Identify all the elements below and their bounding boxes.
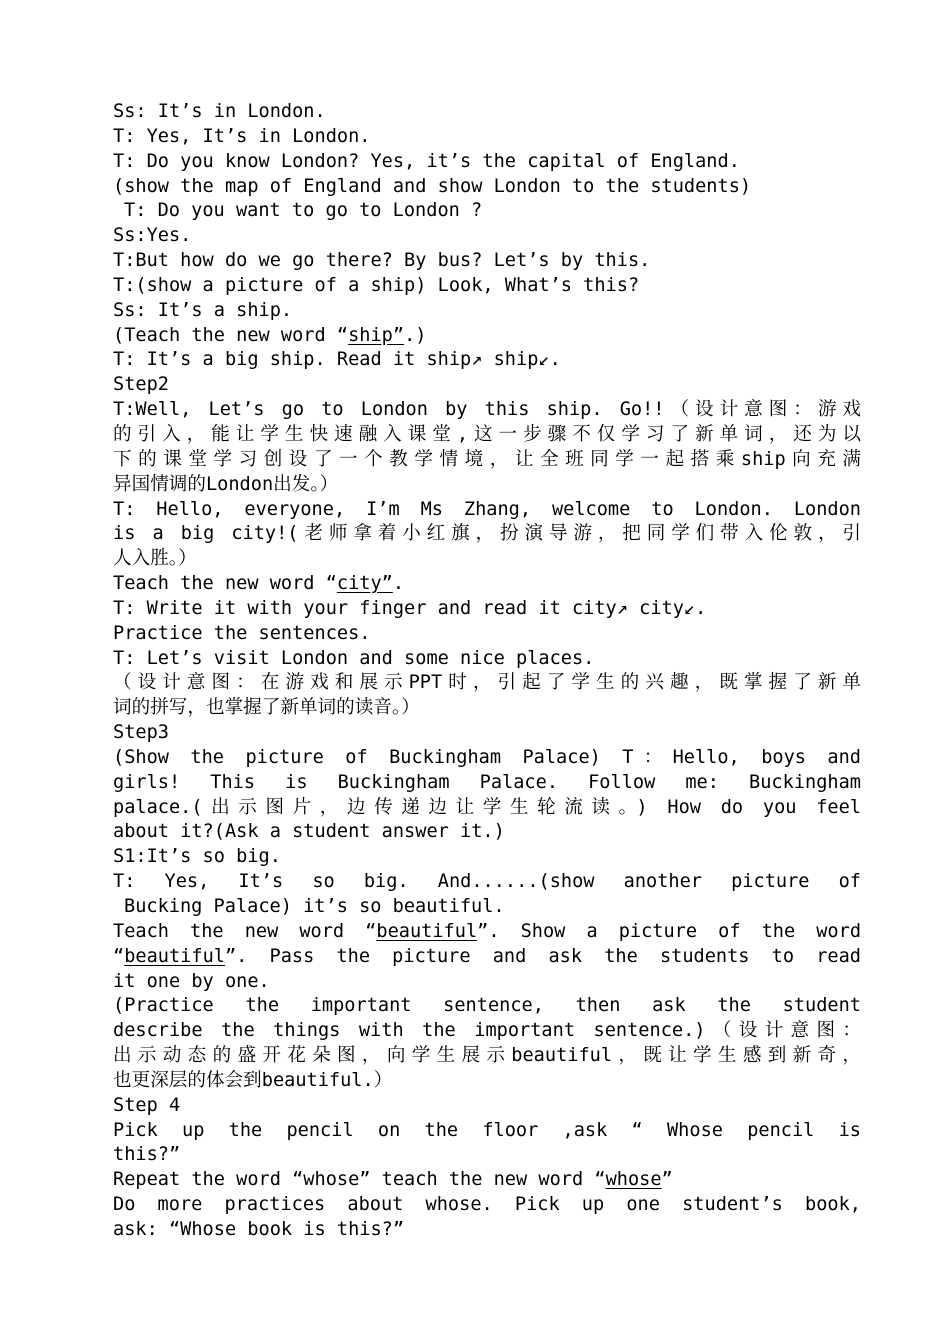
- document-page: [113, 100, 861, 1243]
- text-line: T: Write it with your finger and read it city↗ city↙.: [113, 597, 707, 619]
- text-line: it one by one.: [113, 970, 270, 992]
- text-span: Repeat the word “whose” teach the new word “: [113, 1169, 606, 1191]
- text-line: 也更深层的体会到beautiful.）: [113, 1069, 393, 1091]
- text-line: T:But how do we go there? By bus? Let’s by this.: [113, 250, 651, 272]
- text-span: ”: [661, 1169, 673, 1191]
- text-line: describe the things with the important sentence.)（设计意图：: [113, 1020, 861, 1042]
- text-line: T: Yes, It’s so big. And......(show another picture of: [113, 871, 861, 893]
- text-line: T: Yes, It’s in London.: [113, 125, 371, 147]
- text-line: Ss: It’s a ship.: [113, 299, 293, 321]
- underlined-word: ship”: [348, 324, 405, 346]
- text-line: 异国情调的London出发。）: [113, 473, 339, 495]
- text-line: (Practice the important sentence, then ask the student: [113, 995, 861, 1017]
- text-line: 人入胜。）: [113, 548, 197, 570]
- text-line: T:(show a picture of a ship) Look, What’s this?: [113, 274, 640, 296]
- text-line: Step 4: [113, 1094, 181, 1116]
- text-line: Step3: [113, 722, 169, 744]
- text-line: Do more practices about whose. Pick up one student’s book,: [113, 1194, 861, 1216]
- text-line: T: Do you know London? Yes, it’s the capital of England.: [113, 150, 740, 172]
- text-line: Practice the sentences.: [113, 622, 371, 644]
- text-line: T: Let’s visit London and some nice places.: [113, 647, 595, 669]
- text-line: Bucking Palace) it’s so beautiful.: [124, 896, 505, 917]
- text-span: (Teach the new word “: [113, 324, 349, 346]
- text-span: .): [404, 324, 427, 346]
- text-line: Ss: It’s in London.: [113, 101, 326, 122]
- text-line: [113, 920, 861, 945]
- text-line: [113, 1168, 861, 1193]
- text-span: .: [392, 573, 405, 595]
- text-line: (Show the picture of Buckingham Palace) T：Hello, boys and: [113, 746, 861, 768]
- text-line: ask: “Whose book is this?”: [113, 1218, 405, 1240]
- text-line: Step2: [113, 374, 169, 396]
- text-line: [113, 572, 861, 597]
- text-line: 出示动态的盛开花朵图，向学生展示beautiful，既让学生感到新奇，: [113, 1045, 861, 1067]
- text-line: （设计意图：在游戏和展示PPT时，引起了学生的兴趣，既掌握了新单: [113, 672, 861, 694]
- text-line: (show the map of England and show London to the students): [113, 175, 752, 197]
- text-line: [113, 324, 861, 349]
- text-span: “: [113, 945, 125, 967]
- text-line: 词的拼写，也掌握了新单词的读音。）: [113, 697, 420, 719]
- text-line: S1:It’s so big.: [113, 846, 281, 868]
- text-line: this?”: [113, 1144, 181, 1166]
- text-line: about it?(Ask a student answer it.): [113, 821, 505, 843]
- text-line: Ss:Yes.: [113, 225, 192, 247]
- text-span: Teach the new word “: [113, 920, 377, 942]
- text-line: [113, 945, 861, 970]
- text-line: 的引入，能让学生快速融入课堂,这一步骤不仅学习了新单词，还为以: [113, 423, 861, 445]
- text-line: girls! This is Buckingham Palace. Follow me: Buckingham: [113, 771, 861, 793]
- text-line: is a big city!(老师拿着小红旗，扮演导游，把同学们带入伦敦，引: [113, 523, 861, 545]
- underlined-word: whose: [605, 1169, 662, 1191]
- underlined-word: beautiful: [124, 945, 225, 967]
- underlined-word: city”: [336, 573, 393, 595]
- text-line: palace.(出示图片，边传递边让学生轮流读。) How do you feel: [113, 796, 861, 818]
- text-line: Pick up the pencil on the floor ,ask “ Whose pencil is: [113, 1119, 861, 1141]
- text-line: T:Well, Let’s go to London by this ship. Go!!（设计意图：游戏: [113, 399, 861, 421]
- text-line: 下的课堂学习创设了一个教学情境，让全班同学一起搭乘ship向充满: [113, 448, 861, 470]
- text-line: T: Do you want to go to London ?: [124, 200, 483, 222]
- text-span: Teach the new word “: [113, 573, 337, 595]
- text-line: T: It’s a big ship. Read it ship↗ ship↙.: [113, 349, 561, 371]
- underlined-word: beautiful: [376, 920, 478, 942]
- text-span: ”. Pass the picture and ask the students to read: [224, 945, 861, 967]
- text-span: ”. Show a picture of the word: [477, 920, 861, 942]
- text-line: T: Hello, everyone, I’m Ms Zhang, welcome to London. London: [113, 498, 861, 520]
